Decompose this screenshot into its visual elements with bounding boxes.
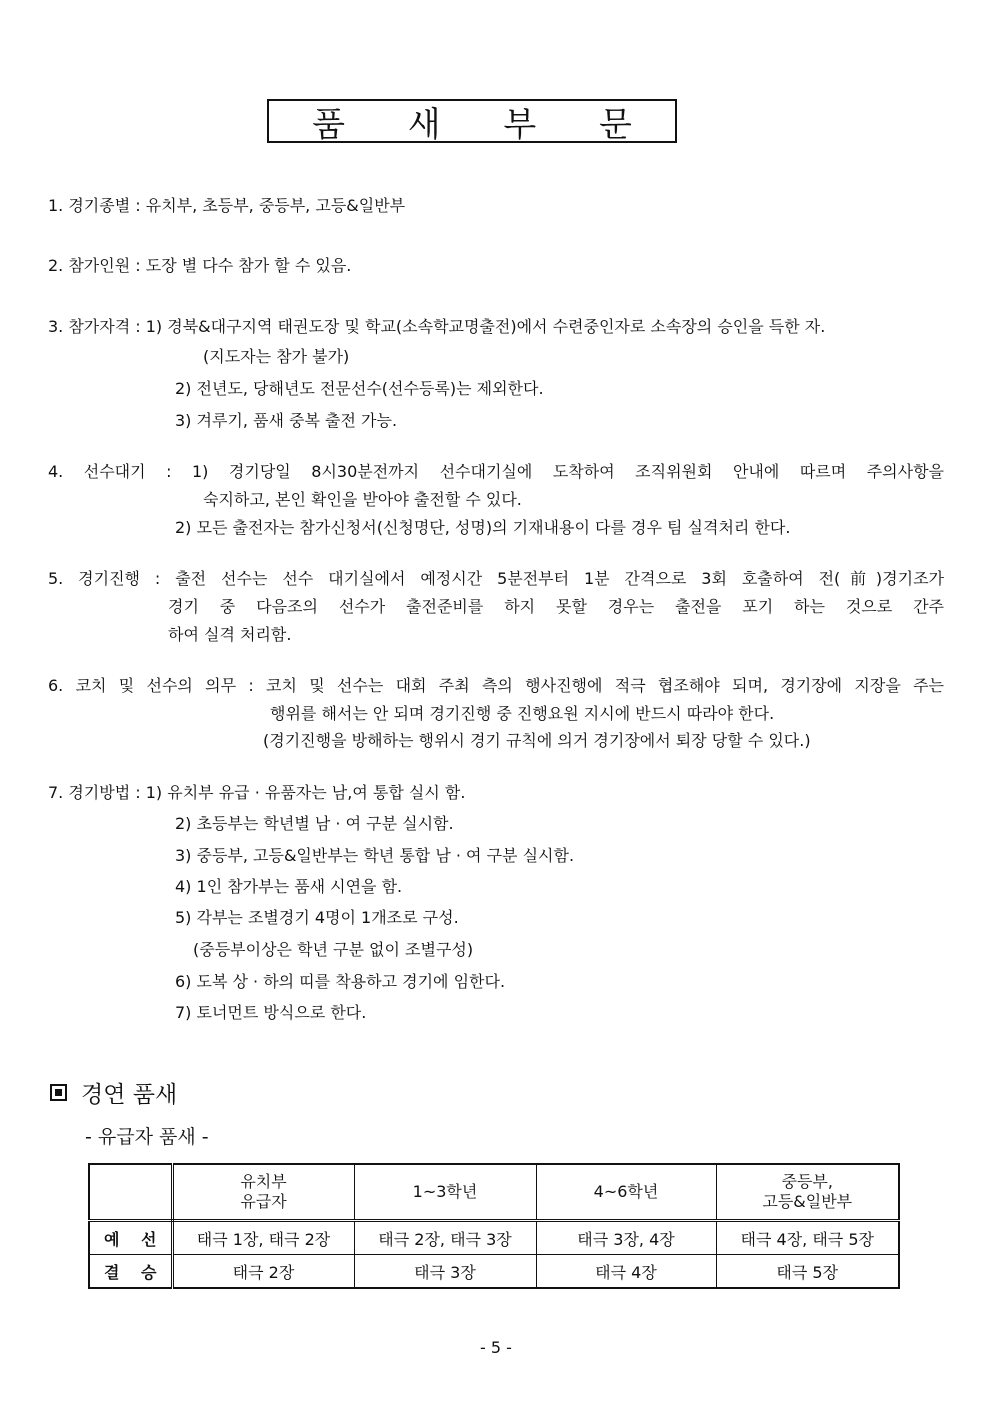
table-header-cell	[89, 1164, 172, 1221]
item-4-waiting: 4. 선수대기 : 1) 경기당일 8시30분전까지 선수대기실에 도착하여 조직위원회 안내에 따르며 주의사항을	[48, 462, 944, 481]
table-cell: 태극 2장, 태극 3장	[354, 1221, 536, 1255]
item-7-method-7: 7) 토너먼트 방식으로 한다.	[175, 1003, 367, 1022]
table-row	[89, 1255, 899, 1289]
item-7-method-6: 6) 도복 상 · 하의 띠를 착용하고 경기에 임한다.	[175, 972, 506, 991]
item-4-waiting-2: 2) 모든 출전자는 참가신청서(신청명단, 성명)의 기재내용이 다를 경우 팀 실격처리 한다.	[175, 518, 791, 537]
row-label-preliminary: 예 선	[89, 1221, 172, 1255]
filled-square-bullet-icon	[50, 1084, 67, 1101]
header-middle-line1: 중등부,	[781, 1172, 833, 1191]
page-title: 품 새 부 문	[267, 99, 677, 143]
item-6-duty: 6. 코치 및 선수의 의무 : 코치 및 선수는 대회 주최 측의 행사진행에 적극 협조해야 되며, 경기장에 지장을 주는	[48, 676, 944, 695]
table-cell: 태극 4장, 태극 5장	[716, 1221, 899, 1255]
table-cell: 태극 5장	[716, 1255, 899, 1289]
item-7-method: 7. 경기방법 : 1) 유치부 유급 · 유품자는 남,여 통합 실시 함.	[48, 783, 466, 802]
item-3-eligibility-2: 2) 전년도, 당해년도 전문선수(선수등록)는 제외한다.	[175, 379, 544, 398]
item-7-method-2: 2) 초등부는 학년별 남 · 여 구분 실시함.	[175, 814, 454, 833]
item-3-eligibility-3: 3) 겨루기, 품새 중복 출전 가능.	[175, 411, 398, 430]
header-kindergarten-line1: 유치부	[240, 1172, 287, 1191]
table-cell: 태극 4장	[536, 1255, 716, 1289]
table-header-cell: 1~3학년	[354, 1164, 536, 1221]
header-middle-line2: 고등&일반부	[762, 1192, 853, 1211]
item-7-method-4: 4) 1인 참가부는 품새 시연을 함.	[175, 877, 403, 896]
item-7-method-5-note: (중등부이상은 학년 구분 없이 조별구성)	[193, 940, 474, 959]
item-3-eligibility-note: (지도자는 참가 불가)	[203, 347, 350, 366]
poomsae-table	[88, 1163, 900, 1289]
table-header-row	[89, 1164, 899, 1221]
header-kindergarten-line2: 유급자	[240, 1192, 287, 1211]
item-4-waiting-cont: 숙지하고, 본인 확인을 받아야 출전할 수 있다.	[203, 490, 522, 509]
page-number: - 5 -	[480, 1338, 512, 1357]
item-6-duty-note: (경기진행을 방해하는 행위시 경기 규칙에 의거 경기장에서 퇴장 당할 수 있다.)	[263, 731, 811, 750]
item-7-method-3: 3) 중등부, 고등&일반부는 학년 통합 남 · 여 구분 실시함.	[175, 846, 575, 865]
table-cell: 태극 3장	[354, 1255, 536, 1289]
item-1-competition-category: 1. 경기종별 : 유치부, 초등부, 중등부, 고등&일반부	[48, 196, 406, 215]
table-header-cell: 4~6학년	[536, 1164, 716, 1221]
table-header-cell	[172, 1164, 354, 1221]
table-cell: 태극 2장	[172, 1255, 354, 1289]
item-5-progress-cont: 경기 중 다음조의 선수가 출전준비를 하지 못할 경우는 출전을 포기 하는 것으로 간주	[168, 597, 944, 616]
table-cell: 태극 3장, 4장	[536, 1221, 716, 1255]
section-subheading: - 유급자 품새 -	[85, 1126, 209, 1148]
item-7-method-5: 5) 각부는 조별경기 4명이 1개조로 구성.	[175, 908, 459, 927]
section-heading	[50, 1076, 177, 1109]
item-6-duty-cont: 행위를 해서는 안 되며 경기진행 중 진행요원 지시에 반드시 따라야 한다.	[270, 704, 775, 723]
item-3-eligibility: 3. 참가자격 : 1) 경북&대구지역 태권도장 및 학교(소속학교명출전)에서 수련중인자로 소속장의 승인을 득한 자.	[48, 317, 826, 336]
table-cell: 태극 1장, 태극 2장	[172, 1221, 354, 1255]
table-header-cell	[716, 1164, 899, 1221]
item-5-progress: 5. 경기진행 : 출전 선수는 선수 대기실에서 예정시간 5분전부터 1분 간격으로 3회 호출하여 전(前)경기조가	[48, 569, 944, 588]
section-heading-text: 경연 품새	[81, 1082, 178, 1108]
item-5-progress-cont-2: 하여 실격 처리함.	[168, 625, 292, 644]
row-label-final: 결 승	[89, 1255, 172, 1289]
item-2-participants: 2. 참가인원 : 도장 별 다수 참가 할 수 있음.	[48, 256, 352, 275]
table-row	[89, 1221, 899, 1255]
